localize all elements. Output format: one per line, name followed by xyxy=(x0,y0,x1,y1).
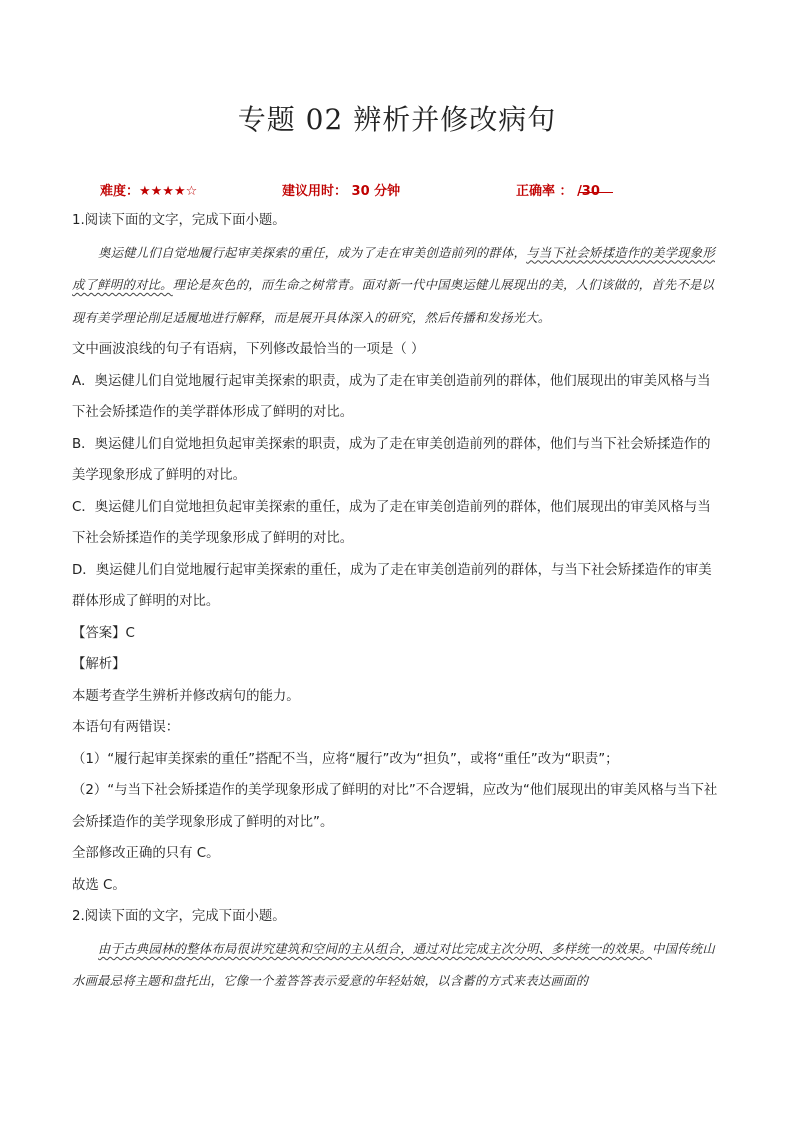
analysis-line: 本语句有两错误： xyxy=(72,720,180,736)
option-d: D．奥运健儿们自觉地履行起审美探索的重任，成为了走在审美创造前列的群体，与当下社会矫揉造作的审美群体形成了鲜明的对比。 xyxy=(72,562,712,610)
accuracy-total: /30 xyxy=(577,184,600,199)
accuracy-label: 正确率 ： xyxy=(516,184,573,199)
question-1-passage xyxy=(72,237,722,335)
question-1-heading: 1.阅读下面的文字，完成下面小题。 xyxy=(72,213,286,228)
option-c: C．奥运健儿们自觉地担负起审美探索的重任，成为了走在审美创造前列的群体，他们展现出的审美风格与当下社会矫揉造作的美学现象形成了鲜明的对比。 xyxy=(72,499,711,547)
passage-1-text-b: 理论是灰色的，而生命之树常青。面对新一代中国奥运健儿展现出的美，人们该做的，首先不是以现有美学理论削足适履地进行解释，而是展开具体深入的研究，然后传播和发扬光大。 xyxy=(72,277,715,325)
difficulty-label: 难度：★★★★☆ xyxy=(100,184,198,199)
suggested-time-label: 建议用时： 30 分钟 xyxy=(282,184,401,199)
question-1-prompt: 文中画波浪线的句子有语病，下列修改最恰当的一项是（ ） xyxy=(72,342,425,358)
question-2-passage xyxy=(72,933,722,998)
passage-2-text-b: 中国传统山水画最忌将主题和盘托出，它像一个羞答答表示爱意的年轻姑娘，以含蓄的方式来表达画面的 xyxy=(72,940,715,989)
option-b: B．奥运健儿们自觉地担负起审美探索的职责，成为了走在审美创造前列的群体，他们与当下社会矫揉造作的美学现象形成了鲜明的对比。 xyxy=(72,436,711,484)
accuracy-rate xyxy=(516,180,600,199)
analysis-line: 故选 C。 xyxy=(72,877,126,893)
question-2-heading: 2.阅读下面的文字，完成下面小题。 xyxy=(72,909,286,925)
accuracy-blank[interactable] xyxy=(579,180,613,193)
analysis-label: 【解析】 xyxy=(72,657,126,673)
answer-line: 【答案】C xyxy=(72,625,135,641)
meta-bar xyxy=(100,180,700,200)
analysis-line: （1）“履行起审美探索的重任”搭配不当，应将“履行”改为“担负”，或将“重任”改为“职责”； xyxy=(72,751,619,767)
document-body xyxy=(72,205,722,998)
wavy-underlined-sentence: 由于古典园林的整体布局很讲究建筑和空间的主从组合，通过对比完成主次分明、多样统一的效果。 xyxy=(98,940,652,956)
option-a: A．奥运健儿们自觉地履行起审美探索的职责，成为了走在审美创造前列的群体，他们展现出的审美风格与当下社会矫揉造作的美学群体形成了鲜明的对比。 xyxy=(72,373,711,421)
analysis-line: 全部修改正确的只有 C。 xyxy=(72,846,220,862)
passage-1-text-a: 奥运健儿们自觉地履行起审美探索的重任，成为了走在审美创造前列的群体， xyxy=(98,244,527,260)
analysis-line: （2）“与当下社会矫揉造作的美学现象形成了鲜明的对比”不合逻辑，应改为“他们展现出的审美风格与当下社会矫揉造作的美学现象形成了鲜明的对比”。 xyxy=(72,783,718,830)
analysis-line: 本题考查学生辨析并修改病句的能力。 xyxy=(72,688,300,704)
page-title: 专题 02 辨析并修改病句 xyxy=(237,103,557,136)
wavy-underlined-sentence: 与当下社会矫揉造作的美学现象形成了鲜明的对比。 xyxy=(72,244,715,293)
